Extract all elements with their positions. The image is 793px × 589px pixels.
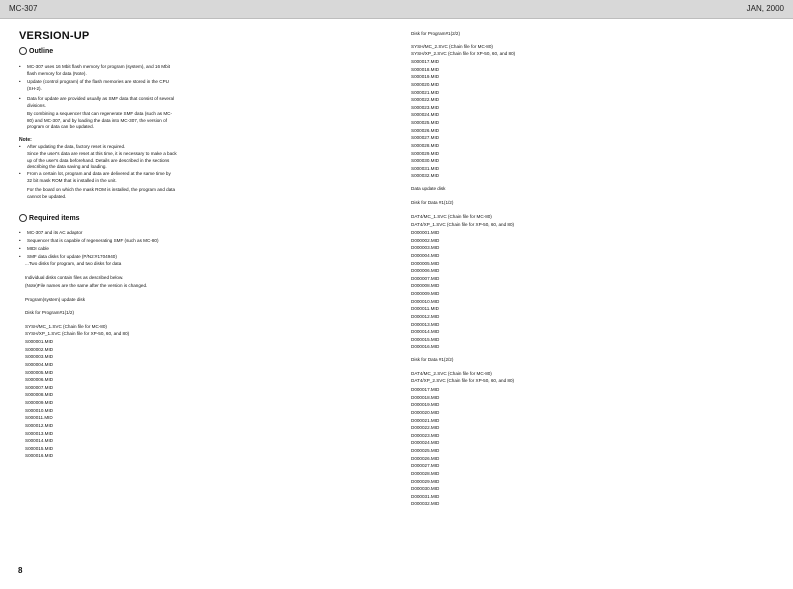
file-name: D000008.MID [411,283,440,289]
required-bullet: • SMF data disks for update (P/N2:#1704940) [19,254,117,259]
files-description: Individual disks contain files as described below. [25,275,124,280]
file-name: D000009.MID [411,291,440,296]
disk-label: Disk for Data #1(2/2) [411,357,454,362]
bullet-icon: • [19,171,21,176]
file-name: D000020.MID [411,409,440,415]
chain-file: SYSH/MC_2.SVC (Chain file for MC-80) [411,44,493,49]
bullet-icon: • [19,230,21,235]
file-name: S000029.MID [411,150,440,156]
file-name: S000030.MID [411,158,440,164]
file-name: S000007.MID [25,384,54,390]
file-name: D000027.MID [411,463,440,469]
file-list [411,229,439,351]
required-bullet: • MC-307 and its AC adaptor [19,230,83,235]
note-bullet: • From a certain lot, program and data are delivered at the same time by 32 bit mask ROM that is installed in the unit. [19,171,171,183]
file-name: D000006.MID [411,268,440,274]
file-name: D000032.MID [411,501,440,507]
file-name: D000007.MID [411,275,440,281]
file-name: S000008.MID [25,392,54,398]
note-paragraph: For the board on which the mask ROM is installed, the program and data cannot be updated. [27,187,176,199]
file-name: S000014.MID [25,438,54,444]
file-name: D000016.MID [411,344,440,350]
file-name: D000013.MID [411,321,440,327]
file-name: S000002.MID [25,346,54,352]
circle-bullet-icon [19,47,27,55]
file-name: D000029.MID [411,478,440,484]
file-name: D000011.MID [411,306,440,312]
disk-label: Disk for Program#1(1/2) [25,310,75,315]
circle-bullet-icon [19,214,27,222]
bullet-icon: • [19,238,21,243]
outline-bullet: • MC-307 uses 16 Mbit flash memory for program (system), and 16 Mbit flash memory for data (Note). [19,64,170,76]
data-update-label: Data update disk [411,186,446,191]
required-bullet: • MIDI cable [19,246,49,251]
file-name: D000025.MID [411,448,440,453]
file-name: S000032.MID [411,173,440,179]
bullet-icon: • [19,96,21,101]
page-number: 8 [18,566,23,575]
file-name: D000005.MID [411,260,440,266]
chain-file: DAT4/XP_1.SVC (Chain file for XP-50, 60, and 80) [411,222,515,227]
page-title: VERSION-UP [19,30,90,42]
outline-bullet: • Update (control program) of the flash memories are stored in the CPU (SH-2). [19,79,169,91]
file-name: D000004.MID [411,252,440,258]
outline-heading: Outline [19,47,53,55]
file-name: D000030.MID [411,486,440,492]
chain-file: DAT4/MC_2.SVC (Chain file for MC-80) [411,371,492,376]
file-name: S000012.MID [25,422,54,428]
file-name: D000012.MID [411,313,440,319]
bullet-icon: • [19,144,21,149]
file-name: S000003.MID [25,354,54,360]
chain-file: DAT4/MC_1.SVC (Chain file for MC-80) [411,214,492,219]
file-name: S000005.MID [25,369,54,375]
file-name: S000026.MID [411,127,440,133]
program-update-label: Program(system) update disk [25,297,85,302]
file-name: D000014.MID [411,329,440,335]
note-heading: Note: [19,137,32,143]
file-name: D000031.MID [411,493,440,499]
file-name: D000026.MID [411,455,440,461]
disk-label: Disk for Program#1(2/2) [411,31,461,36]
file-name: S000013.MID [25,430,54,436]
file-name: D000023.MID [411,432,440,438]
header-date: JAN, 2000 [746,4,784,13]
file-name: S000031.MID [411,165,440,171]
file-name: S000017.MID [411,59,440,64]
file-name: D000010.MID [411,298,440,304]
bullet-icon: • [19,246,21,251]
note-bullet: • After updating the data, factory reset is required. [19,144,126,149]
required-bullet: • Sequencer that is capable of regenerating SMF (such as MC-80) [19,238,159,243]
filename-note: (Note)File names are the same after the version is changed. [25,283,148,288]
file-name: S000001.MID [25,339,54,344]
file-name: D000024.MID [411,440,440,446]
file-name: D000015.MID [411,336,440,342]
file-name: S000018.MID [411,66,440,72]
file-name: D000001.MID [411,230,440,235]
file-name: S000019.MID [411,74,440,80]
file-name: D000018.MID [411,394,440,400]
chain-file: DAT4/XP_2.SVC (Chain file for XP-50, 60, and 80) [411,378,515,383]
chain-file: SYSH/XP_1.SVC (Chain file for XP-50, 60, and 80) [25,331,130,336]
file-name: S000009.MID [25,400,54,405]
bullet-icon: • [19,254,21,259]
file-name: S000028.MID [411,142,440,148]
bullet-icon: • [19,79,21,84]
file-name: S000010.MID [25,407,54,413]
file-list [411,386,439,508]
file-name: S000027.MID [411,135,440,141]
file-name: D000003.MID [411,245,440,251]
file-name: S000023.MID [411,104,440,110]
file-name: S000025.MID [411,120,440,125]
required-heading: Required items [19,214,80,222]
file-name: D000021.MID [411,417,440,423]
file-name: S000006.MID [25,377,54,383]
file-name: S000015.MID [25,445,54,451]
note-paragraph: Since the user's data are reset at this time, it is necessary to make a back up of the user's data beforehand. Details are described in the sections describing the data saving and loading. [27,151,177,169]
file-name: D000022.MID [411,425,440,431]
outline-bullet: • Data for update are provided usually as SMF data that consist of several divisions. [19,96,175,108]
file-name: S000011.MID [25,415,53,421]
header-model: MC-307 [9,4,38,13]
file-name: S000021.MID [411,89,440,95]
file-name: S000004.MID [25,361,54,367]
bullet-icon: • [19,64,21,69]
chain-file: SYSH/XP_2.SVC (Chain file for XP-50, 60, and 80) [411,51,516,56]
file-name: D000028.MID [411,470,440,476]
file-name: D000002.MID [411,237,440,243]
file-list [411,58,439,180]
file-name: S000020.MID [411,81,440,87]
file-name: S000016.MID [25,453,54,459]
file-list [25,338,53,460]
file-name: S000024.MID [411,112,440,118]
file-name: D000017.MID [411,387,440,392]
disk-label: Disk for Data #1(1/2) [411,200,454,205]
outline-paragraph: By combining a sequencer that can regenerate SMF data (such as MC-80) and MC-307, and by loading the data into MC-307, the version of program or data can be updated. [27,111,173,129]
page-header [0,0,793,19]
file-name: S000022.MID [411,97,440,103]
chain-file: SYSH/MC_1.SVC (Chain file for MC-80) [25,324,107,329]
two-disks-note: ...Two disks for program, and two disks for data [25,261,122,266]
file-name: D000019.MID [411,402,440,408]
